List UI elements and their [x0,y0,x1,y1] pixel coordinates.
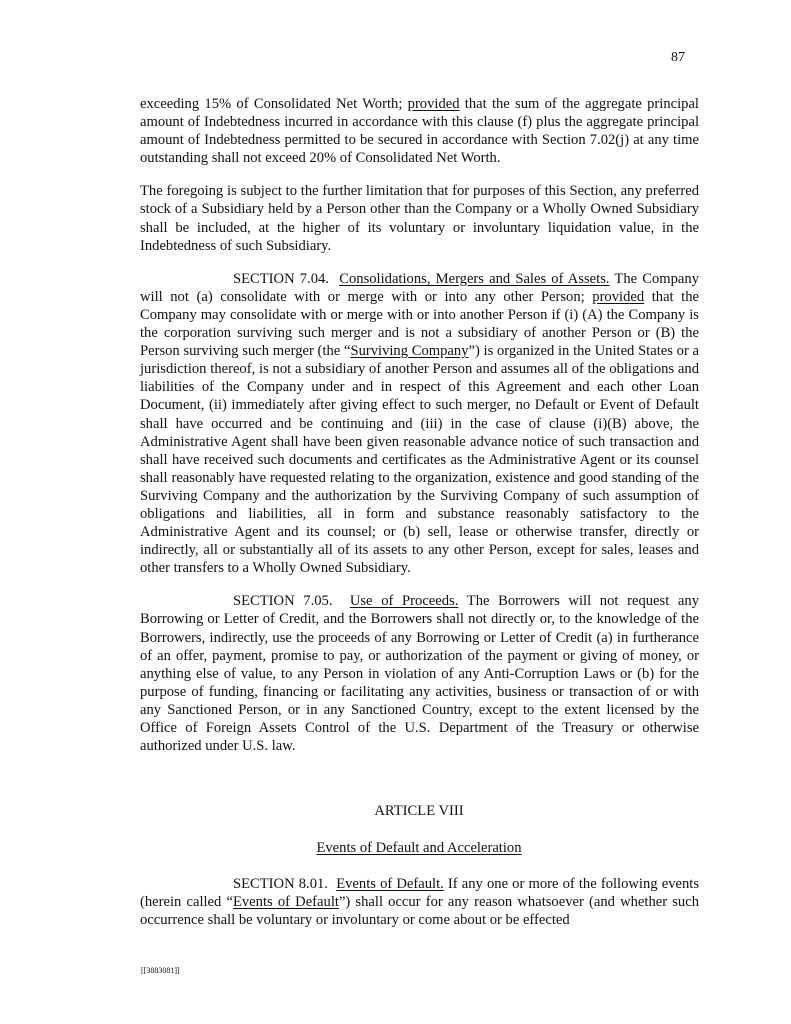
page-number: 87 [671,50,685,65]
text-run: ”) is organized in the United States or a jurisdiction thereof, is not a subsidiary of another Person and assumes all of the obligations and liabilities of the Company under and in respect of this Agreement and each other Loan Document, (ii) immediately after giving effect to such merger, no Default or Event of Default shall have occurred and be continuing and (iii) in the case of clause (i)(B) above, the Administrative Agent shall have been given reasonable advance notice of such transaction and shall have received such documents and certificates as the Administrative Agent or its counsel shall reasonably have requested relating to the organization, existence and good standing of the Surviving Company and the authorization by the Surviving Company of such assumption of obligations and liabilities, all in form and substance reasonably satisfactory to the Administrative Agent and its counsel; or (b) sell, lease or otherwise transfer, directly or indirectly, all or substantially all of its assets to any other Person, except for sales, leases and other transfers to a Wholly Owned Subsidiary. [140,343,700,577]
section-label: SECTION 7.05. [233,593,333,610]
document-body [140,95,699,770]
defined-term-provided: provided [592,288,645,305]
section-label: SECTION 8.01. [233,876,328,892]
text-run: The Borrowers will not request any Borrowing or Letter of Credit, and the Borrowers shall not directly or, to the knowledge of the Borrowers, indirectly, use the proceeds of any Borrowing or Letter of Credit (a) in furtherance of an offer, payment, promise to pay, or authorization of the payment or giving of money, or anything else of value, to any Person in violation of any Anti-Corruption Laws or (b) for the purpose of funding, financing or facilitating any activities, business or transaction of or with any Sanctioned Person, or in any Sanctioned Country, except to the extent licensed by the Office of Foreign Assets Control of the U.S. Department of the Treasury or otherwise authorized under U.S. law. [140,593,700,755]
section-heading: Use of Proceeds. [349,593,459,610]
text-run: ”) shall occur for any reason whatsoever (and whether such occurrence shall be voluntary or involuntary or come about or be effected [140,894,700,929]
section-7-04 [140,270,699,578]
defined-term-surviving-company: Surviving Company [350,343,469,360]
article-subtitle-text: Events of Default and Acceleration [316,840,522,856]
section-heading: Events of Default. [336,876,444,892]
section-label: SECTION 7.04. [233,270,329,287]
text-run: that the Company may consolidate with or merge with or into another Person if (i) (A) the Company is the corporation surviving such merger and is not a subsidiary of another Person or (B) the Person surviving such merger (the “ [140,288,699,360]
document-footer-id: [[3883081]] [141,966,180,975]
paragraph-preferred-stock: The foregoing is subject to the further limitation that for purposes of this Section, any preferred stock of a Subsidiary held by a Person other than the Company or a Wholly Owned Subsidiary shall be included, at the higher of its voluntary or involuntary liquidation value, in the Indebtedness of such Subsidiary. [140,183,699,254]
section-heading: Consolidations, Mergers and Sales of Assets. [339,270,610,287]
text-run: If any one or more of the following events (herein called “ [140,876,699,911]
article-subtitle [0,840,791,857]
article-title: ARTICLE VIII [374,803,464,819]
paragraph-indebtedness-limit [140,95,699,167]
text-run: that the sum of the aggregate principal amount of Indebtedness incurred in accordance with this clause (f) plus the aggregate principal amount of Indebtedness permitted to be secured in accordance with Section 7.02(j) at any time outstanding shall not exceed 20% of Consolidated Net Worth. [140,96,699,167]
text-run: The Company will not (a) consolidate with or merge with or into any other Person; [140,270,699,305]
section-7-05 [140,592,699,755]
defined-term-events-of-default: Events of Default [232,894,339,911]
defined-term-provided: provided [407,96,460,112]
section-8-01 [140,875,699,929]
text-run: exceeding 15% of Consolidated Net Worth; [140,96,408,112]
